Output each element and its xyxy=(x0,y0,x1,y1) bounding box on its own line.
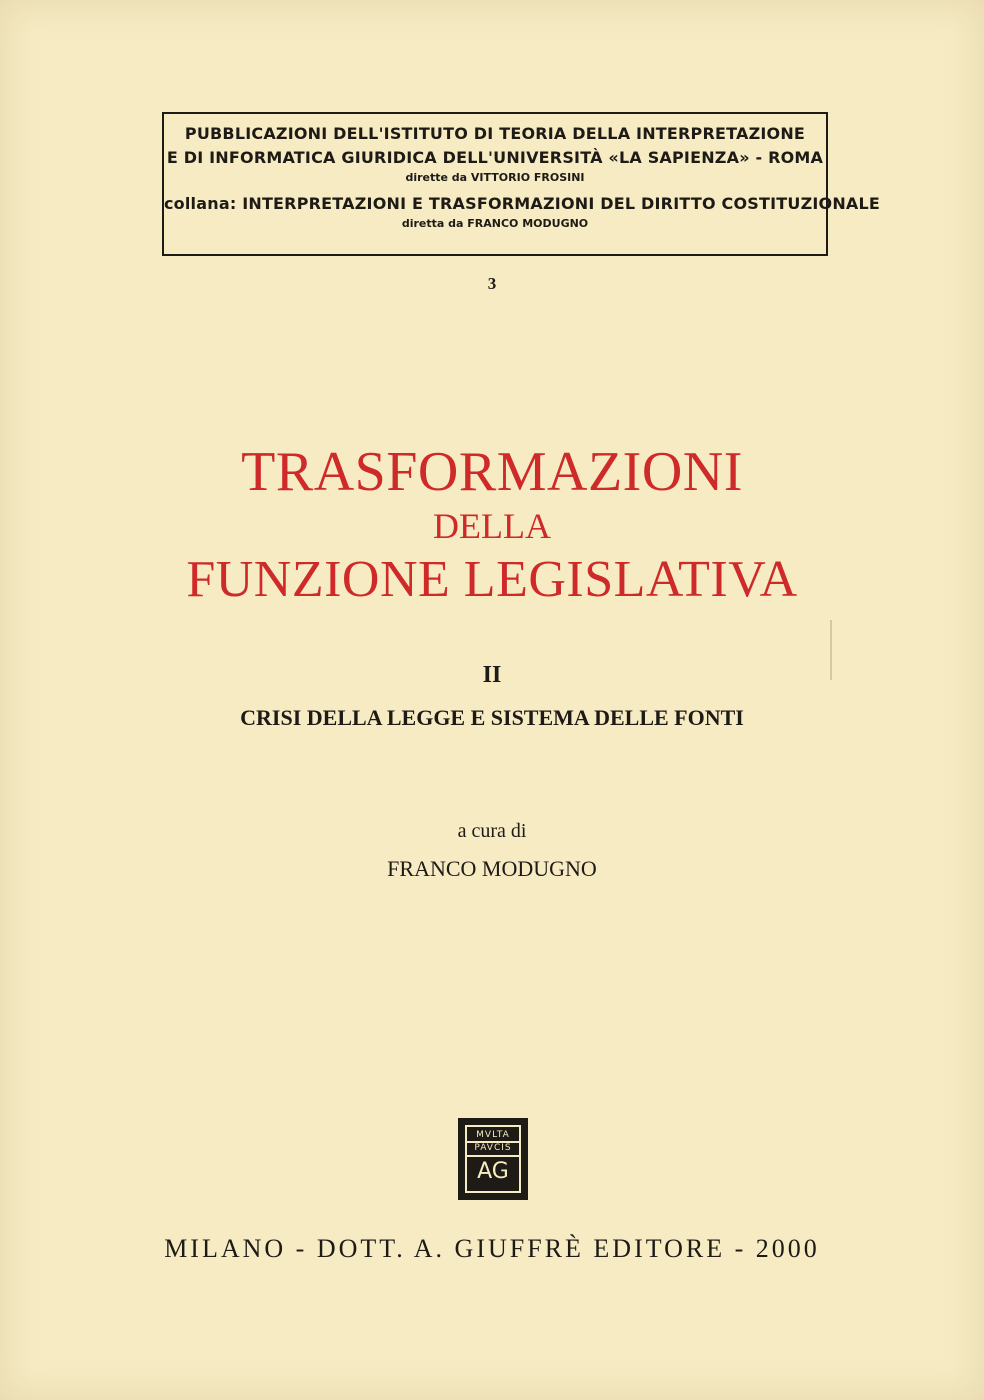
logo-initials: AG xyxy=(477,1159,509,1184)
title-line-1: TRASFORMAZIONI xyxy=(241,441,743,503)
paper-crease xyxy=(830,620,832,680)
logo-word-1: MVLTA xyxy=(476,1130,510,1140)
editor-label: a cura di xyxy=(457,820,527,842)
series-line-1: PUBBLICAZIONI DELL'ISTITUTO DI TEORIA DELLA INTERPRETAZIONE xyxy=(184,124,806,143)
publisher-line: MILANO - DOTT. A. GIUFFRÈ EDITORE - 2000 xyxy=(164,1234,820,1263)
volume-number: 3 xyxy=(487,274,497,293)
publisher-logo xyxy=(458,1118,528,1200)
title-line-3: FUNZIONE LEGISLATIVA xyxy=(186,551,798,608)
logo-word-2: PAVCIS xyxy=(474,1143,512,1153)
series-line-2: E DI INFORMATICA GIURIDICA DELL'UNIVERSITÀ «LA SAPIENZA» - ROMA xyxy=(166,148,824,167)
subtitle: CRISI DELLA LEGGE E SISTEMA DELLE FONTI xyxy=(240,705,744,730)
title-line-2: DELLA xyxy=(433,506,551,546)
collection-name: collana: INTERPRETAZIONI E TRASFORMAZIONI DEL DIRITTO COSTITUZIONALE xyxy=(164,194,881,213)
series-directed-by: dirette da VITTORIO FROSINI xyxy=(405,171,585,184)
editor-name: FRANCO MODUGNO xyxy=(387,856,597,881)
collection-directed-by: diretta da FRANCO MODUGNO xyxy=(401,217,589,230)
series-info-box xyxy=(162,112,881,256)
part-number: II xyxy=(482,662,502,688)
